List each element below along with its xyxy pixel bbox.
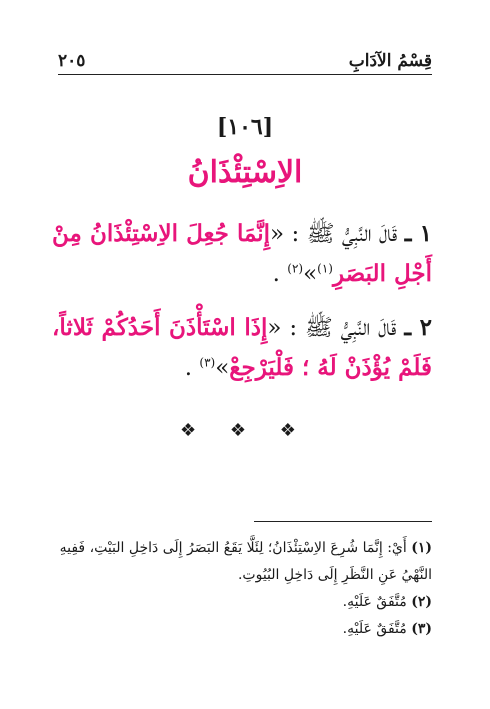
footnote-2 bbox=[52, 589, 432, 616]
footnote-number: (٣) bbox=[411, 621, 432, 637]
hadith-intro: قَالَ النَّبِيُّ ﷺ : « bbox=[270, 221, 398, 247]
hadith-number: ٢ ـ bbox=[404, 314, 432, 341]
chapter-number: [١٠٦] bbox=[216, 114, 274, 140]
quote-close: » bbox=[215, 355, 230, 381]
running-header bbox=[58, 50, 432, 75]
diamond-ornament-icon: ❖ bbox=[229, 420, 261, 441]
footnote-separator bbox=[254, 521, 432, 522]
footnote-number: (١) bbox=[411, 540, 432, 556]
diamond-ornament-icon: ❖ bbox=[279, 420, 310, 441]
footnote-text: أَيْ: إِنَّمَا شُرِعَ الاِسْتِئْذَانُ؛ لِئَلَّا يَقَعُ البَصَرُ إِلَى دَاخِلِ البَيْتِ، فَفِيهِ النَّهْيُ عَنِ النَّظَرِ إِلَى دَاخِلِ البُيُوتِ. bbox=[59, 540, 432, 583]
footnote-text: مُتَّفَقٌ عَلَيْهِ. bbox=[342, 594, 407, 610]
hadith-intro: قَالَ النَّبِيُّ ﷺ : « bbox=[267, 315, 397, 341]
section-divider-ornaments bbox=[0, 420, 490, 441]
diamond-ornament-icon: ❖ bbox=[180, 420, 211, 441]
footnote-text: مُتَّفَقٌ عَلَيْهِ. bbox=[342, 621, 407, 637]
hadith-1 bbox=[52, 214, 432, 294]
hadith-text: إِذَا اسْتَأْذَنَ أَحَدُكُمْ ثَلاثاً، فَلَمْ يُؤْذَنْ لَهُ ؛ فَلْيَرْجِعْ bbox=[52, 314, 432, 381]
footnote-marker[interactable]: (٣) bbox=[199, 355, 216, 370]
quote-close: » bbox=[303, 261, 318, 287]
footnote-number: (٢) bbox=[411, 594, 432, 610]
hadith-text: إِنَّمَا جُعِلَ الاِسْتِئْذَانُ مِنْ أَجْلِ البَصَرِ bbox=[52, 220, 432, 287]
footnote-3 bbox=[52, 616, 432, 643]
footnote-marker[interactable]: (١) bbox=[317, 261, 333, 276]
sentence-end: . bbox=[272, 261, 288, 287]
section-title: قِسْمُ الآدَابِ bbox=[348, 51, 432, 71]
page-number: ٢٠٥ bbox=[58, 51, 86, 71]
hadith-2 bbox=[52, 308, 432, 388]
footnotes bbox=[52, 535, 432, 643]
footnote-1 bbox=[52, 535, 432, 589]
sentence-end: . bbox=[184, 355, 200, 381]
chapter-title: الاِسْتِئْذَانُ bbox=[187, 155, 303, 190]
footnote-marker[interactable]: (٢) bbox=[287, 261, 304, 276]
hadith-number: ١ ـ bbox=[404, 220, 432, 247]
